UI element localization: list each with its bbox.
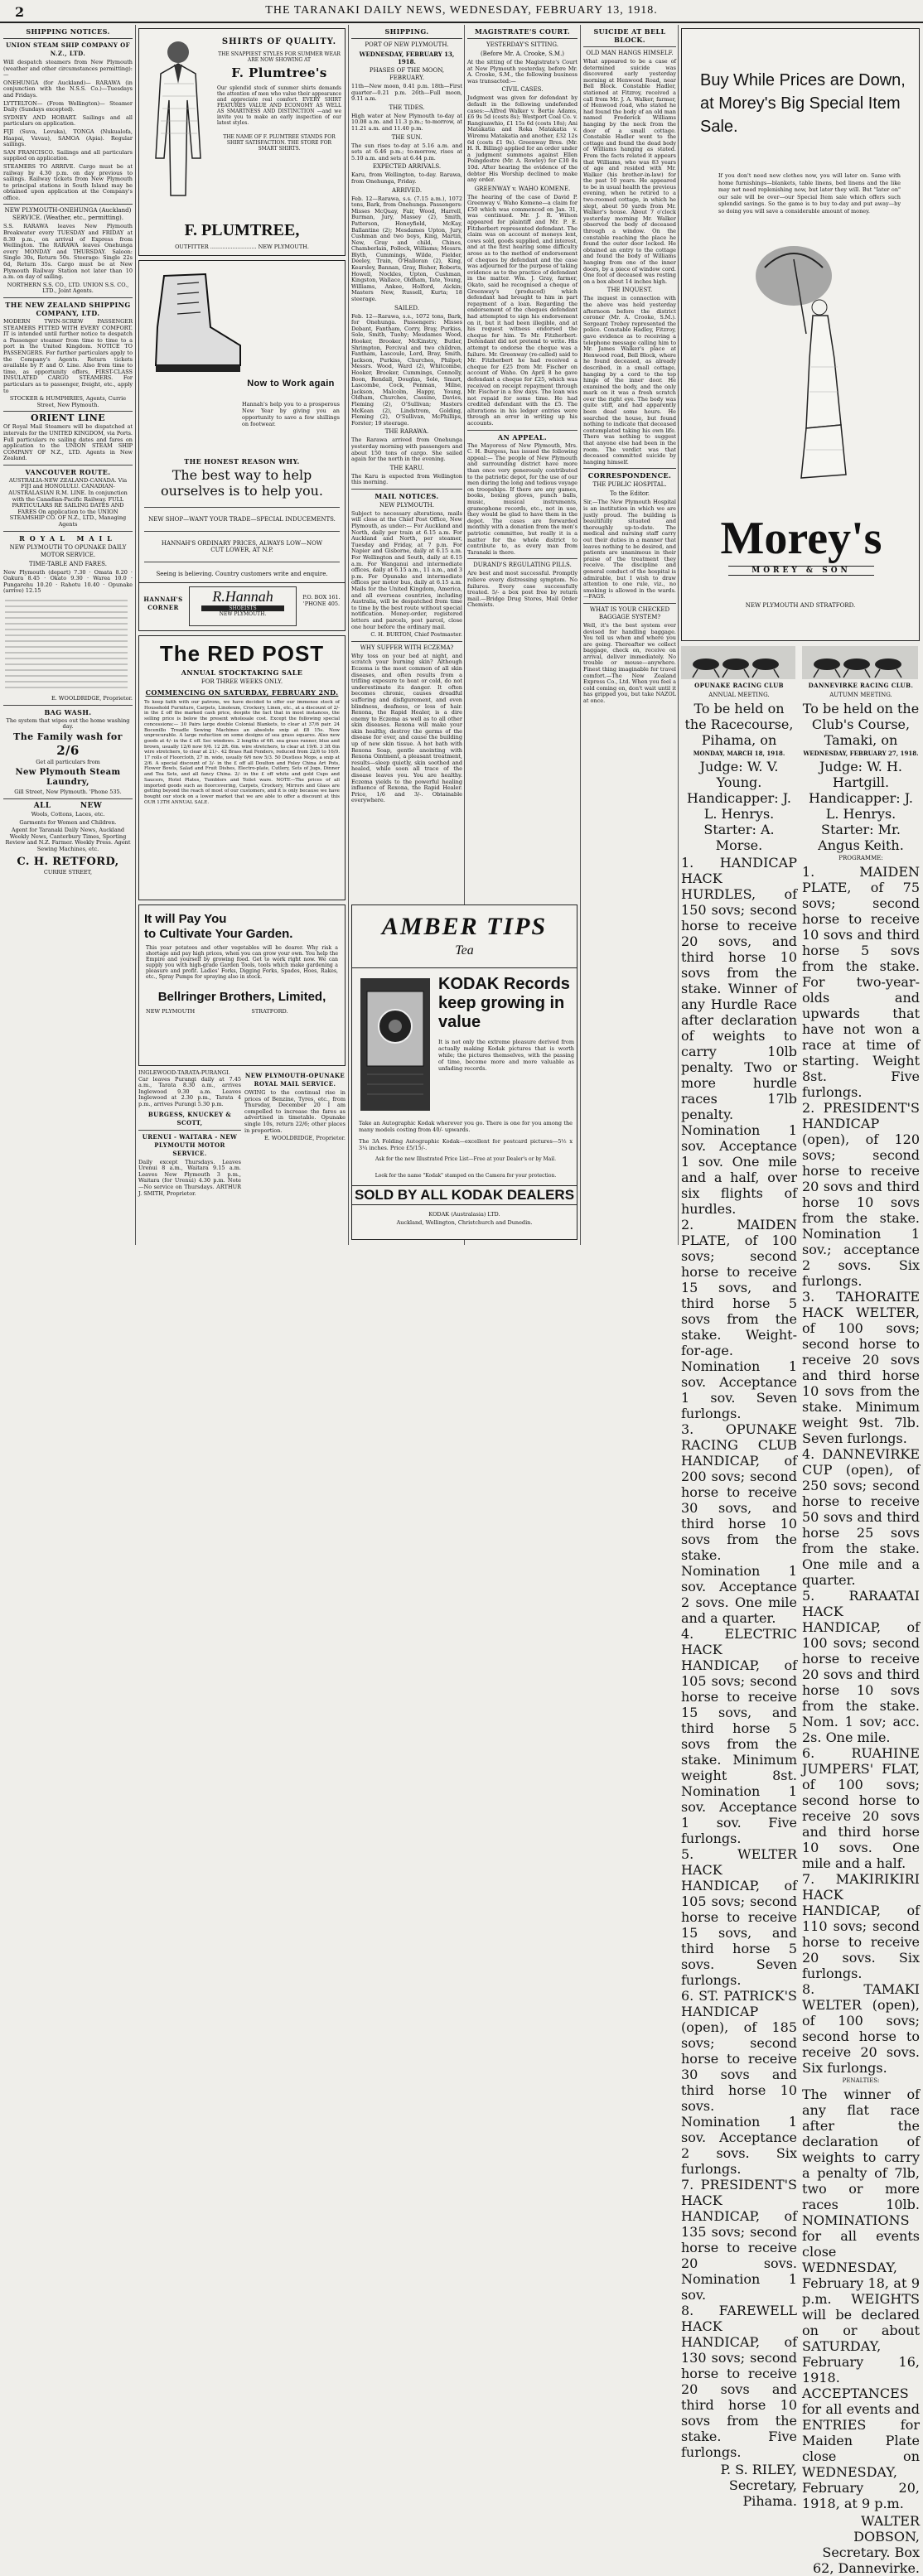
ad-text: Wools, Cottons, Laces, etc. [31,810,105,818]
bellringer-garden-ad [138,904,346,1066]
article-text: The Karu is expected from Wellington this morning. [351,472,462,486]
red-post-sale-ad [138,635,346,900]
ad-headline: Buy While Prices are Down, at Morey's Big Special Item Sale. [700,71,906,136]
notice-text: NORTHERN S.S. CO., LTD. UNION S.S. CO., LTD., Joint Agents. [7,281,129,295]
price-label: 2/6 [56,742,80,758]
section-heading: MAIL NOTICES. [375,491,439,500]
ad-headline: SHIRTS OF QUALITY. [221,37,337,46]
article-text: Are best and most successful. Promptly relieve every distressing symptom. No failures. Every case successfully treated. 5/- a box post free by return mail.—Bridge Drug Stores, Mail Order Chemists. [467,570,577,609]
ad-headline: The RED POST [159,641,325,666]
section-heading: MAGISTRATE'S COURT. [475,27,570,36]
ad-headline: KODAK Records keep growing in value [438,975,570,1031]
notice-text: Of Royal Mail Steamers will be dispatched at intervals for the UNITED KINGDOM, via Ports. Full particulars re sailing dates and fares on application to the UNION STEAM SHIP COMPANY OF N.Z., LTD. Agents in New Zealand. [3,423,133,462]
column-rule [348,25,349,1245]
timetable-lines-icon [3,596,129,694]
article-text: To be held on the Racecourse, Pihama, on [684,701,794,748]
opunake-racing-club-notice [681,646,797,2509]
ad-text: To keep faith with our patrons, we have decided to offer our immense stock of Household Furniture, Carpets, Linoleum, Crockery, Linen, etc., at a discount of 2/- in the £ off the marked cash price, despite the fact that in most instances, the selling price is below the present wholesale cost. Except the following special concessions:— 30 Pairs large double Colonial Blankets, to clear at 37/6 pair. 24 Bocenillo Treadle Sewing Machines an absolute snip at £8 15s. Now unprocurable. A large reduction on some designs of sea grass squares. Also new goods at 4/- in the £ off. Sec windows. 2 lengths of 6ft. sea grass runner, blue and brown, usually 12/6 now 9/6. 12 2ft. 6in. wire stretchers, to clear at 19/6. 3 3ft 6in wire stretchers, to clear at 21/-. 42 Brass Rail Fenders, reduced from 22/6 to 16/9. 17 rolls of Floorcloth, 27 in. wide, usually 6/6 now 5/3. 50 Dustless Mops, a snip at 2/6. A special discount of 3/- in the £ off all Doulton and Foley China Art Pots, Flower Bowls, Salad and Fruit Dishes, Electro-plate, Cutlery, Sets of Jugs, Dinner and Tea Sets, and all fancy China. 2/- in the £ off white and gold Cups and Saucers, Hotel Plates, Tumblers and Toilet ware. NOTE—The prices of all imported goods such as floorcovering, Carpets, Crockery, Mirrors and Glass are getting beyond the reach of most of our customers, and it is only because we have bought our stock on a lower market that we are able to offer a discount at this OUR 13TH ANNUAL SALE. [144,700,340,805]
article-text: Judge: W. V. Young. Handicapper: J. L. Henrys. Starter: A. Morse. [687,759,791,853]
notice-heading: BURGESS, KNUCKEY & SCOTT, [147,1110,232,1126]
dannevirke-racing-club-notice [802,646,920,2576]
article-text: To be held on the Club's Course, Tamaki, on [802,701,920,748]
subheading: PHASES OF THE MOON, FEBRUARY. [369,67,445,81]
timetable-heading: TIME-TABLE AND FARES. [29,560,107,567]
subheading: PROGRAMME: [838,855,883,861]
store-address: OUTFITTER ........................... NEW PLYMOUTH. [175,244,309,250]
article-text: Karu, from Wellington, to-day. Rarawa, from Onehunga, Friday. [351,171,462,185]
ad-text: It is not only the extreme pleasure derived from actually making Kodak pictures that is worth while; the pictures themselves, with the passing of time, become more and more valuable as unfading records. [438,1039,574,1072]
ad-text: Hannah's help you to a prosperous New Year by giving you an opportunity to save a few shillings on footwear. [242,401,340,427]
royal-mail-notice [244,1069,346,1245]
article-text: Sir,—The New Plymouth Hospital is an institution in which we are justly proud. The building is beautifully situated and thoroughly up-to-date. The medical and nursing staff carry out their duties in a manner that leaves nothing to be desired, and patients are unanimous in their praise of the treatment they receive. The discipline and general conduct of the hospital is admirable, but I wish to draw attention to one rule, viz., no smoking is allowed in the wards.—FAGS. [583,499,676,601]
subheading: AUTUMN MEETING. [829,692,892,698]
racehorses-icon [681,646,795,679]
masthead [0,0,923,23]
article-text: The hearing of the case of David P. Greenway v. Waho Komene—a claim for £50 which was commenced on Jan. 31, was continued. Mr. J. R. Wilson appeared for plaintiff and Mr. P. E. Fitzherbert represented defendant. The claim was on account of moneys lent, cows sold, goods supplied, and interest, and at the first hearing some difficulty arose as to the method of endorsement of cheques by defendant and the case was adjourned for the purpose of taking evidence as to the practice of defendant in the matter. Wm. J. Gray, farmer, Okato, said he recognised a cheque of Greenway's (produced) which defendant had brought to him in part repayment of a loan. Regarding the endorsement of the cheques defendant had attempted to sign his endorsement on it, but it had been illegible, and at his request witness endorsed the cheque for him. To Mr. Fitzherbert: Defendant did not pretend to write. His attempt to endorse the cheque was a failure. Mr. Greenway (re-called) said to Mr. Fitzherbert he had received a cheque for £25 from Mr. Fischer on account of Waho. On April 8 he gave defendant a cheque for £25, which was received on receipt repayment through Mr. Fischer in a few days. The loan was not repaid for some time. He had credited defendant with the £5. The alterations in his ledger entries were through an error in writing up his accounts. [467,193,577,427]
moreys-sale-ad [681,28,920,641]
subheading: SAILED. [394,304,419,311]
ad-headline: The Family wash for [13,731,123,742]
article-text: At the sitting of the Magistrate's Court at New Plymouth yesterday, before Mr. A. Crooke, S.M., the following business was transacted:— [467,59,577,84]
ad-text: Our splendid stock of summer shirts demands the attention of men who value their appearance and appreciate real comfort. EVERY SHIRT FEATURES VALUE AND ECONOMY AS WELL AS SMARTNESS AND DISTINCTION —and we invite you to make an early inspection of our latest styles. [217,85,341,126]
ad-text: Seeing is believing. Country customers write and enquire. [156,571,328,577]
store-name: F. PLUMTREE, [184,221,300,239]
retford-name: C. H. RETFORD, [17,855,119,868]
article-text: Judge: W. H. Hartgill. Handicapper: J. L. Henrys. Starter: Mr. Angus Keith. [809,759,913,853]
ad-text: P.O. BOX 161. 'PHONE 405. [302,594,341,607]
ad-text: Look for the name "Kodak" stamped on the Camera for your protection. [375,1173,557,1179]
section-heading: SUICIDE AT BELL BLOCK. [593,27,666,44]
notice-text: Will despatch steamers from New Plymouth (weather and other circumstances permitting):— [3,59,133,79]
amber-tips-logo: AMBER TIPS [381,913,548,940]
ad-text: KODAK (Australasia) LTD. [428,1211,500,1218]
shipping-notices-column [3,25,133,1245]
notice-heading: NEW PLYMOUTH-ONEHUNGA (Auckland) SERVICE. (Weather, etc., permitting). [4,207,132,222]
column-rule [580,25,581,1245]
subheading: DURAND'S REGULATING PILLS. [473,562,572,569]
newspaper-title: THE TARANAKI DAILY NEWS, WEDNESDAY, FEBRUARY 13, 1918. [265,4,658,17]
ad-headline: It will Pay You [144,912,227,926]
subheading: THE TIDES. [389,104,425,111]
ad-text: Ask for the new Illustrated Price List—Free at your Dealer's or by Mail. [375,1156,556,1162]
amber-tips-banner [352,905,577,968]
subheading: PENALTIES: [842,2077,880,2084]
article-text: 11th—New moon, 0.41 p.m. 18th—First quarter—0.21 p.m. 26th—Full moon, 9.11 a.m. [351,83,462,103]
store-address: NEW PLYMOUTH AND STRATFORD. [745,602,856,609]
article-text: High water at New Plymouth to-day at 10.08 a.m. and 11.3 p.m.; to-morrow, at 11.21 a.m. and 11.40 p.m. [351,112,462,132]
subheading: YESTERDAY'S SITTING. [486,41,558,48]
article-text: What appeared to be a case of determined suicide was discovered early yesterday morning at Henwood Road, near Bell Block. Constable Hadler, stationed at Fitzroy, received a call from Mr. J. A. Walker, farmer, of Henwood road, who stated he had found the body of an old man named Frederick Williams hanging by the neck from the door of a small cottage. Constable Hadler went to the cottage and found the dead body of Williams hanging as stated. From the facts related it appears that Williams, who was 83 years of age and resided with Mr. Walker (his brother-in-law) for the past 10 years. He appeared to be in usual health the previous evening, when he retired to a two-roomed cottage, in which he slept, about 50 yards from Mr. Walker's house. About 7 o'clock yesterday morning Mr. Walker observed the body of deceased through a window. On the constable reaching the place he found the outer door locked. He obtained an entry to the cottage and found the body of Williams hanging from one of the inner doors, by a piece of window cord. One foot of deceased was resting on a box about 14 inches high. [583,58,676,285]
ad-text: Get all particulars from [36,758,100,765]
plumtree-shirts-ad [138,28,346,256]
orient-line-heading: ORIENT LINE [30,412,106,424]
section-heading: SHIPPING NOTICES. [26,27,110,36]
signature: P. S. RILEY, Secretary, Pihama. [720,2462,797,2509]
subheading: ARRIVED. [391,186,423,194]
section-heading: CORRESPONDENCE. [587,471,672,480]
notice-text: STOCKER & HUMPHRIES, Agents, Currie Street, New Plymouth. [9,395,127,408]
notice-heading: NEW PLYMOUTH TO OPUNAKE DAILY MOTOR SERVICE. [9,543,127,558]
article-text: The winner of any flat race after the declaration of weights to carry a penalty of 7lb, two or more races 10lb. NOMINATIONS for all events close WEDNESDAY, February 18, at 9 p.m. WEIGHTS will be declared on or about SATURDAY, February 16, 1918. ACCEPTANCES for all events and ENTRIES for Maiden Plate close on WEDNESDAY, February 20, 1918, at 9 p.m. [802,2086,920,2511]
proprietor-name: E. WOOLDRIDGE, Proprietor. [51,695,133,702]
subheading: THE SUN. [391,133,423,141]
inglewood-notice [138,1069,241,1245]
laundry-name: New Plymouth Steam Laundry, [15,768,121,788]
club-name: DANNEVIRKE RACING CLUB. [808,682,914,689]
shirt-man-icon [144,34,212,200]
subheading: WHAT IS YOUR CHECKED BAGGAGE SYSTEM? [589,605,670,620]
ad-subheading: ANNUAL STOCKTAKING SALE [181,668,303,677]
moreys-logo-text: Morey's [720,513,882,564]
ad-text: NEW PLYMOUTH. [219,611,267,617]
hannah-logo [189,586,297,626]
ad-text: Gill Street, New Plymouth. 'Phone 535. [14,789,122,796]
ad-text: The best way to help ourselves is to help you. [160,467,324,499]
ad-text: CURRIE STREET, [43,868,93,876]
ad-text: THE SNAPPIEST STYLES FOR SUMMER WEAR ARE NOW SHOWING AT [218,51,341,63]
subheading: WHY SUFFER WITH ECZEMA? [360,644,454,651]
article-text: The inquest in connection with the above was held yesterday afternoon before the district coroner (Mr. A. Crooke, S.M.). Sergeant Trebey represented the police. Constable Hadley, Fitzroy, gave evidence as to receiving a telephone message calling him to Mr. James Walker's place at Henwood road, Bell Block, where he found deceased, as already described, in a small cottage, hanging by a cord to the top hinge of the inner door. He examined the body, and the only mark on it was a fresh scratch over the right eye. The body was quite stiff, and had apparently been dead some hours. He searched the house, but found nothing to indicate that deceased contemplated taking his own life. There was nothing to suggest that anyone else had been in the room. The verdict was that deceased committed suicide by hanging himself. [583,295,676,466]
article-text: Subject to necessary alterations, mails will close at the Chief Post Office, New Plymouth, as under:— For Auckland and North, daily per train at 6.15 a.m. For Auckland and North, per steamer, Tuesday and Friday, at 7 p.m. For Napier and Gisborne, daily at 6.15 a.m. For Wellington and South, daily at 6.15 a.m. For Wanganui and intermediate offices, daily at 6.15 a.m., 11 a.m., and 3 p.m. For Opunake and intermediate offices per motor bus, daily at 6.15 a.m. Mails for the United Kingdom, America, and all overseas countries, including Australia, will be despatched from time to time by the best route without special notification. Money-order, registered letters and parcels, post parcel, close one hour before the ordinary mail. [351,509,462,630]
notice-text: MODERN TWIN-SCREW PASSENGER STEAMERS FITTED WITH EVERY COMFORT. IT is intended until further notice to despatch a Passenger steamer from time to time to a port in the United Kingdom. NOTICE TO PASSENGERS. For further particulars apply to the Company's Agents. Return tickets available by P. and O. Line. Also from time to time, as opportunity offers, FIRST-CLASS INSULATED CARGO STEAMERS. For particulars as to passenger, freight, etc., apply to [3,318,133,394]
ad-subheading: COMMENCING ON SATURDAY, FEBRUARY 2ND. [145,688,339,697]
racehorses-icon [802,646,918,679]
date-line: WEDNESDAY, FEBRUARY 27, 1918. [803,750,919,757]
logo-banner: SHOEISTS [201,605,284,611]
store-name: F. Plumtree's [231,65,327,80]
subheading: To the Editor. [610,490,650,498]
kodak-dealers-banner: SOLD BY ALL KODAK DEALERS [352,1185,577,1205]
notice-text: ONEHUNGA (for Auckland)— RARAWA (in conjunction with the N.S.S. Co.)—Tuesdays and Fridays. [3,79,133,99]
date-line: WEDNESDAY, FEBRUARY 13, 1918. [359,51,455,65]
hannah-logo-text: R.Hannah [212,588,273,605]
notice-text: FIJI (Suva, Levuka), TONGA (Nukualofa, Haapai, Vavau), SAMOA (Apia). Regular sailings. [3,128,133,148]
subheading: OLD MAN HANGS HIMSELF. [586,50,674,56]
article-text: Judgment was given for defendant by default in the following undefended cases:—Alfred Walker v. Bertie Adams, £6 9s 5d (costs 8s); Westport Coal Co. v. Rangiuawhio, £1 15s 6d (costs 18s); Ani Matakatia and Roka Matakatia v. Wiremu Matakatia and another, £32 12s 6d (costs £1 9s). Greenway Bros. (Mr. H. R. Billing) applied for an order under a judgment summons against Ellen Poingdestre (Mr. A. Rowley) for £30 8s 10d. After hearing the evidence of the debtor His Worship declined to make any order. [467,94,577,184]
logo-banner: MOREY & SON [728,566,874,576]
page-number: 2 [15,4,25,20]
ad-headline: Now to Work again [247,379,335,388]
store-address: NEW PLYMOUTH STRATFORD. [146,1008,288,1015]
ad-text: If you don't need new clothes now, you will later on. Same with home furnishings—blankets, table linens, bed linens and the like may not need replenishing now, but later they will. But "later on" our sale will be over—our Special Item sale which offers such splendid savings. So the game is to buy to-day and put away—by so doing you will save a considerable amount of money. [718,172,901,215]
royal-mail-heading: ROYAL MAIL [19,533,117,543]
ad-text: NEW SHOP—WANT YOUR TRADE—SPECIAL INDUCEMENTS. [148,516,336,523]
notice-text: INGLEWOOD-TARATA-PURANGI. Car leaves Purangi daily at 7.45 a.m., Tarata 8.30 a.m., arrives Inglewood 9.30 a.m. Leaves Inglewood at 2.30 p.m., Tarata 4 p.m., arrives Purangi 5.30 p.m. [138,1069,241,1107]
ad-text: HANNAH'S CORNER [143,596,183,611]
club-name: OPUNAKE RACING CLUB [694,682,784,689]
article-text: The Mayoress of New Plymouth, Mrs. C. H. Burgess, has issued the following appeal:— The people of New Plymouth and surrounding district have more than once very generously contributed to the patriotic depot, for the use of our men during the long and tedious voyage on troopships. If there are any games, books, boxing gloves, punch balls, music, musical instruments, gramophone records, etc., not in use, they would be glad to have them in the depot. The cases are forwarded monthly with a donation from the men's patriotic committee, but really it is a matter for the whole district to contribute to, as every man from Taranaki is there. [467,441,577,556]
tea-label: Tea [455,943,474,958]
court-column [467,25,577,901]
boot-icon [147,269,247,377]
ad-text: Take an Autographic Kodak wherever you go. There is one for you among the many models costing from 40/- upwards. [359,1120,573,1133]
subheading: PORT OF NEW PLYMOUTH. [365,41,449,48]
ad-text: The 3A Folding Autographic Kodak—excellent for postcard pictures—5½ x 3¼ inches. Price £5/15/-. [359,1138,573,1151]
ad-subheading: THE HONEST REASON WHY. [184,457,300,466]
article-text: The sun rises to-day at 5.16 a.m. and sets at 6.46 p.m.; to-morrow, rises at 5.10 a.m. and sets at 6.44 p.m. [351,142,462,162]
subheading: THE KARU. [389,464,424,471]
subheading: (Before Mr. A. Crooke, S.M.) [480,51,565,57]
ad-text: This year potatoes and other vegetables will be dearer. Why risk a shortage and pay high prices, when you can grow your own. You help the Empire and yourself by growing food. Get to work right now. We can supply you with high-grade Garden Tools, tools which make gardening a pleasure and profit. Ladies' Forks, Digging Forks, Spades, Hoes, Rakes, etc., Spray Pumps for spraying also in stock. [146,945,338,980]
signature: WALTER DOBSON, Secretary. Box 62, Dannevirke. [812,2513,920,2576]
date-line: MONDAY, MARCH 18, 1918. [693,750,785,757]
ad-text: Agent for Taranaki Daily News, Auckland Weekly News, Canterbury Times, Sporting Review and N.Z. Farmer. Weekly Press. Agent Sewing Machines, etc. [5,827,131,852]
store-name: Bellringer Brothers, Limited, [157,990,326,1004]
race-programme: 1. MAIDEN PLATE, of 75 sovs; second horse to receive 10 sovs and third horse 5 sovs from the stake. For two-year-olds and upwards that have not won a race at time of starting. Weight 8st. Five furlongs. 2. PRESIDENT'S HANDICAP (open), of 120 sovs; second horse to receive 20 sovs and third horse 10 sovs from the stake. Nomination 1 sov.; acceptance 2 sovs. Six furlongs. 3. TAHORAITE HACK WELTER, of 100 sovs; second horse to receive 20 sovs and third horse 10 sovs from the stake. Minimum weight 9st. 7lb. Seven furlongs. 4. DANNEVIRKE CUP (open), of 250 sovs; second horse to receive 50 sovs and third horse 25 sovs from the stake. One mile and a quarter. 5. RARAATAI HACK HANDICAP, of 100 sovs; second horse to receive 20 sovs and third horse 10 sovs from the stake. Nom. 1 sov; acc. 2s. One mile. 6. RUAHINE JUMPERS' FLAT, of 100 sovs; second horse to receive 20 sovs and third horse 10 sovs. One mile and a half. 7. MAKIRIKIRI HACK HANDICAP, of 110 sovs; second horse to receive 20 sovs. Six furlongs. 8. TAMAKI WELTER (open), of 100 sovs; second horse to receive 20 sovs. Six furlongs. [802,864,920,2076]
article-text: Feb. 12—Rarawa, s.s. (7.15 a.m.), 1072 tons, Bark, from Onehunga. Passengers: Misses McQuay, Fair, Wood, Harrell, Burman, Jury, Massey (2), Smith, Patterson, Honeyfield, McKay, Ballantine (2); Mesdames Upton, Jury, Cushman and two boys, King, Martin, New, Gray and child, Chines, Chamberlain, Pollock, Williams; Messrs. Blyth, Cummings, Wilde, Fielder, Deeley, Train, O'Halloran (2), King, Kearsley, Bannan, Gray, Bisher, Roberts, Howell, Nockles, Upton, Cushman, Kingston, Wallace, Oldham, Tate, Young, Williams, Ankee, Holford, Aickin; Masters New, Russell, Kurta; 18 steerage. [351,195,462,303]
notice-heading: NEW PLYMOUTH-OPUNAKE ROYAL MAIL SERVICE. [244,1072,346,1088]
column-rule [135,25,136,1245]
subheading: CIVIL CASES. [501,86,544,94]
ad-text: The system that wipes out the home washing day. [6,716,130,731]
notice-text: Daily except Thursdays. Leaves Urenui 8 a.m., Waitara 9.15 a.m. Leaves New Plymouth 3 p.m., Waitara (for Urenui) 4.30 p.m. Note—No service on Thursdays. ARTHUR J. SMITH, Proprietor. [138,1158,241,1197]
notice-text: LYTTELTON— (From Wellington)— Steamer Daily (Sundays excepted). [3,99,133,113]
notice-text: STEAMERS TO ARRIVE. Cargo must be at railway by 4.30 p.m. on day previous to sailings. Railway tickets from New Plymouth to principal stations in South Island may be obtained upon application at the Company's office. [3,162,133,201]
company-name: THE NEW ZEALAND SHIPPING COMPANY, LTD. [5,301,131,317]
camera-icon [357,975,433,1114]
ad-text: Garments for Women and Children. [19,818,117,826]
column-rule [678,25,679,1245]
notice-text: OWING to the continual rise in prices of Benzine, Tyres, etc., from Thursday, December 20 I am compelled to increase the fares as advertised in timetable. Opunake single 10s, return 22/6; other places in proportion. [244,1089,346,1134]
ad-text: THE NAME OF F. PLUMTREE STANDS FOR SHIRT SATISFACTION. THE STORE FOR SMART SHIRTS. [223,134,336,152]
subheading: THE RARAWA. [384,428,429,436]
signature: C. H. BURTON, Chief Postmaster. [370,631,462,639]
hannahs-footwear-ad [138,260,346,631]
subheading: THE PUBLIC HOSPITAL. [592,481,667,489]
moreys-logo [695,511,907,586]
article-text: Why toss on your bed at night, and scratch your burning skin? Although Eczema is the most common of all skin diseases, and often results from a trifling exposure to heat or cold, do not underestimate its danger. It often becomes chronic, causes dreadful suffering and disfigurement, and even blindness, deafness, or loss of hair. Rexona, the Rapid Healer, is a dire enemy to Eczema as well as to all other skin diseases. Rexona will make your skin healthy, destroy the germs of the disease for ever, and cause the building up of new skin tissue. A hot bath with Rexona Soap, gentle anointing with Rexona Ointment, a pleasant treatment, results—sleep quietly, skin soothed and healed, while soon all trace of the disease leaves you. You are healthy. Eczema yields to the powerful healing influence of Rexona, the Rapid Healer. Price, 1/6 and 3/-. Obtainable everywhere. [351,652,462,804]
section-heading: SHIPPING. [384,27,429,36]
ad-headline: to Cultivate Your Garden. [144,927,293,941]
shipping-column [351,25,462,901]
ad-headline: ALL NEW [33,801,103,810]
vancouver-route-heading: VANCOUVER ROUTE. [25,467,111,476]
article-text: The Rarawa arrived from Onehunga yesterday morning with passengers and about 150 tons of cargo. She sailed again for the north in the evening. [351,437,462,463]
notice-text: AUSTRALIA-NEW ZEALAND-CANADA. Via FIJI and HONOLULU. CANADIAN-AUSTRALASIAN R.M. LINE. In conjunction with the Canadian-Pacific Railway. FULL PARTICULARS RE SAILING DATES AND FARES On application to the UNION STEAMSHIP CO. OF N.Z., LTD., Managing Agents [8,476,128,528]
woman-with-parasol-icon [748,243,872,491]
amber-tips-kodak-ad [351,904,577,1240]
proprietor-name: E. WOOLDRIDGE, Proprietor. [263,1135,346,1142]
notice-text: SAN FRANCISCO. Sailings and all particulars supplied on application. [3,148,133,162]
section-heading: AN APPEAL. [497,432,548,441]
subheading: GREENWAY v. WAHO KOMENE. [474,185,571,192]
ad-text: HANNAH'S ORDINARY PRICES, ALWAYS LOW—NOW CUT LOWER, AT N.P. [161,540,323,553]
race-programme: 1. HANDICAP HACK HURDLES, of 150 sovs; second horse to receive 20 sovs, and third horse 10 sovs from the stake. Winner of any Hurdle Race after declaration of weights to carry 10lb penalty. Two or more hurdle races 17lb penalty. Nomination 1 sov. Acceptance 1 sov. One mile and a half, over six flights of hurdles. 2. MAIDEN PLATE, of 100 sovs; second horse to receive 15 sovs, and third horse 5 sovs from the stake. Weight-for-age. Nomination 1 sov. Acceptance 1 sov. Seven furlongs. 3. OPUNAKE RACING CLUB HANDICAP, of 200 sovs; second horse to receive 30 sovs, and third horse 10 sovs from the stake. Nomination 1 sov. Acceptance 2 sovs. One mile and a quarter. 4. ELECTRIC HACK HANDICAP, of 105 sovs; second horse to receive 15 sovs, and third horse 5 sovs from the stake. Minimum weight 8st. Nomination 1 sov. Acceptance 1 sov. Five furlongs. 5. WELTER HACK HANDICAP, of 105 sovs; second horse to receive 15 sovs, and third horse 5 sovs. Seven furlongs. 6. ST. PATRICK'S HANDICAP (open), of 185 sovs; second horse to receive 30 sovs and third horse 10 sovs. Nomination 1 sov. Acceptance 2 sovs. Six furlongs. 7. PRESIDENT'S HACK HANDICAP, of 135 sovs; second horse to receive 20 sovs. Nomination 1 sov. 8. FAREWELL HACK HANDICAP, of 130 sovs; second horse to receive 20 sovs and third horse 10 sovs from the stake. Five furlongs. [681,855,797,2460]
subheading: EXPECTED ARRIVALS. [372,163,442,171]
notice-heading: URENUI - WAITARA - NEW PLYMOUTH MOTOR SERVICE. [142,1132,238,1157]
notice-text: SYDNEY AND HOBART. Sailings and all particulars on application. [3,113,133,128]
timetable-text: New Plymouth (depart) 7.30 · Omata 8.20 · Oakura 8.45 · Okato 9.30 · Warea 10.0 · Pungarehu 10.20 · Rahotu 10.40 · Opunake (arrive) 12.15 [3,568,133,595]
subheading: NEW PLYMOUTH. [379,501,434,509]
news-column [583,25,676,1245]
subheading: ANNUAL MEETING. [708,692,770,698]
bag-wash-heading: BAG WASH. [44,707,92,716]
subheading: THE INQUEST. [606,287,653,294]
timetable-rows [3,596,133,694]
ad-text: FOR THREE WEEKS ONLY. [201,678,283,685]
article-text: Well, it's the best system ever devised for handling baggage. You tell us when and where you are going. Thereafter we collect baggage, check on, receive on arrival, deliver immediately. No trouble or mouse—anywhere. Finest thing imaginable for travel comfort.—The New Zealand Express Co., Ltd. When you feel a cold coming on, don't wait until it has gripped you, but take NAZOL at once. [583,621,676,705]
ad-text: Auckland, Wellington, Christchurch and Dunedin. [396,1219,533,1226]
article-text: Feb. 12—Rarawa, s.s., 1072 tons, Bark, for Onehunga. Passengers: Misses Debant, Fantham, Corry, Bray, Purkiss, Sole, Smith, Tuohy; Mesdames Wood, Hooker, Brooker, McKinstry, Butler, Shrimpton, Percival and two children, Fantham, Lascoule, Lord, Bray, Smith, Jackson, Purkiss, Churches, Philpot; Messrs. Wood, Ward (2), Whitcombe, Hooker, Brooker, Cummings, Connolly, Boon, Rendall, Douglas, Sole, Smart, Lascombe, Cock, Penman, Milne, Jackson, Malcolm, Happy, Young, Oldham, Churches, Cassino, Davies, Fleming (2), O'Sullivan; Masters McKean (2), Lindstrom, Golding, Fleming (2), O'Sullivan, McPhillips, Forster; 19 steerage. [351,312,462,427]
notice-text: S.S. RARAWA leaves New Plymouth Breakwater every TUESDAY and FRIDAY at 8.30 p.m., on arrival of Express from Wellington. The RARAWA leaves Onehunga every MONDAY and THURSDAY. Saloon: Single 30s, Return 50s. Steerage: Single 22s 6d, Return 35s. Cargo must be at New Plymouth Railway Station not later than 10 a.m. on day of sailing. [3,223,133,281]
company-name: UNION STEAM SHIP COMPANY OF N.Z., LTD. [6,41,130,57]
